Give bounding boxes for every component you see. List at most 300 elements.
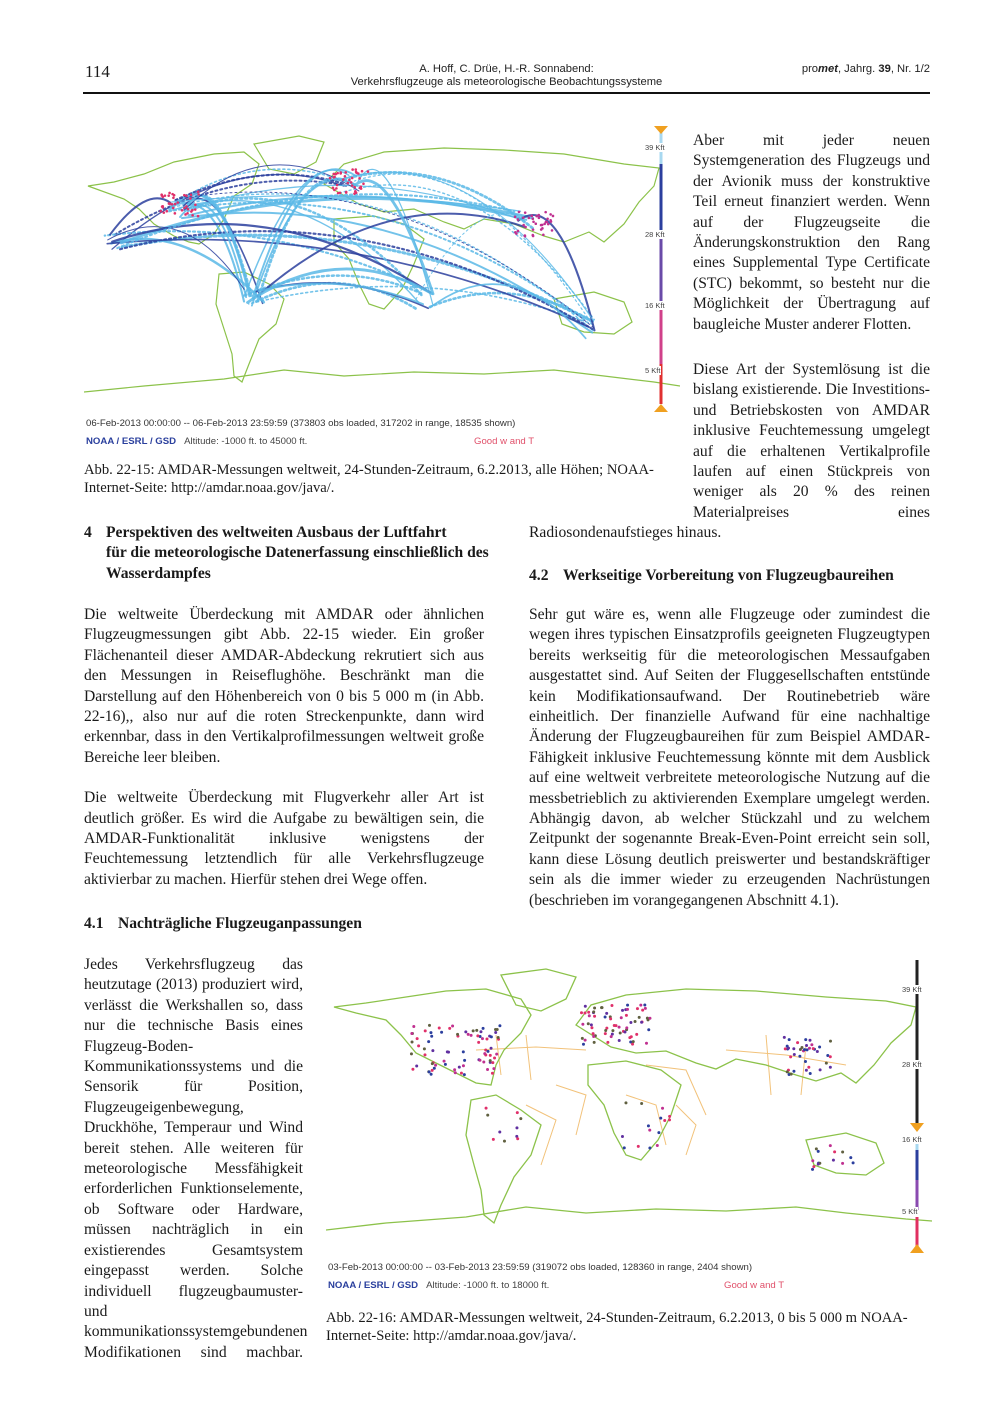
observation-cluster-point bbox=[351, 168, 354, 171]
legend-label-39kft: 39 Kft bbox=[645, 143, 665, 152]
observation-point bbox=[804, 1038, 807, 1041]
observation-point bbox=[478, 1059, 481, 1062]
observation-cluster-point bbox=[183, 207, 186, 210]
observation-cluster-point bbox=[532, 228, 535, 231]
observation-point bbox=[498, 1131, 501, 1134]
observation-point bbox=[809, 1039, 812, 1042]
observation-cluster-point bbox=[543, 223, 546, 226]
observation-point bbox=[433, 1067, 436, 1070]
observation-point bbox=[832, 1159, 835, 1162]
observation-point bbox=[809, 1072, 812, 1075]
figure-altitude-range: Altitude: -1000 ft. to 45000 ft. bbox=[184, 436, 308, 447]
observation-point bbox=[486, 1068, 489, 1071]
observation-point bbox=[590, 1026, 593, 1029]
observation-cluster-point bbox=[176, 201, 179, 204]
section-4-heading bbox=[84, 523, 494, 584]
observation-point bbox=[609, 1017, 612, 1020]
observation-point bbox=[410, 1052, 413, 1055]
observation-point bbox=[467, 1033, 470, 1036]
observation-point bbox=[494, 1031, 497, 1034]
observation-cluster-point bbox=[168, 192, 171, 195]
figure-quality-label: Good w and T bbox=[474, 436, 535, 447]
observation-point bbox=[498, 1024, 501, 1027]
observation-point bbox=[600, 1006, 603, 1009]
observation-point bbox=[496, 1028, 499, 1031]
observation-cluster-point bbox=[546, 218, 549, 221]
observation-point bbox=[805, 1044, 808, 1047]
observation-point bbox=[481, 1037, 484, 1040]
observation-point bbox=[636, 1007, 639, 1010]
authors: A. Hoff, C. Drüe, H.-R. Sonnabend: bbox=[419, 63, 594, 75]
figure-amdar-low-altitudes bbox=[326, 955, 932, 1305]
observation-point bbox=[463, 1059, 466, 1062]
observation-point bbox=[815, 1147, 818, 1150]
observation-cluster-point bbox=[181, 209, 184, 212]
observation-point bbox=[790, 1073, 793, 1076]
observation-point bbox=[462, 1050, 465, 1053]
observation-point bbox=[618, 1039, 621, 1042]
observation-point bbox=[593, 1006, 596, 1009]
observation-point bbox=[519, 1117, 522, 1120]
observation-cluster-point bbox=[174, 203, 177, 206]
observation-point bbox=[584, 1012, 587, 1015]
observation-point bbox=[431, 1062, 434, 1065]
figure-org: NOAA / ESRL / GSD bbox=[86, 436, 177, 447]
observation-point bbox=[659, 1117, 662, 1120]
observation-point bbox=[798, 1055, 801, 1058]
observation-point bbox=[492, 1067, 495, 1070]
observation-cluster-point bbox=[350, 181, 353, 184]
observation-cluster-point bbox=[172, 196, 175, 199]
observation-point bbox=[411, 1041, 414, 1044]
page-number: 114 bbox=[85, 62, 110, 81]
observation-point bbox=[647, 1124, 650, 1127]
observation-cluster-point bbox=[355, 191, 358, 194]
figure-info-line: 06-Feb-2013 00:00:00 -- 06-Feb-2013 23:59:59 (373803 obs loaded, 317202 in range, 18535 shown) bbox=[86, 418, 516, 429]
observation-point bbox=[584, 1039, 587, 1042]
observation-cluster-point bbox=[517, 230, 520, 233]
observation-cluster-point bbox=[534, 222, 537, 225]
observation-point bbox=[451, 1024, 454, 1027]
observation-point bbox=[811, 1159, 814, 1162]
section-4-2-body bbox=[529, 605, 930, 911]
south-america-coast bbox=[466, 1095, 541, 1223]
observation-point bbox=[808, 1047, 811, 1050]
observation-point bbox=[829, 1055, 832, 1058]
observation-point bbox=[582, 1043, 585, 1046]
world-map-outline bbox=[326, 969, 932, 1230]
legend-top-marker-icon bbox=[910, 1123, 924, 1132]
observation-point bbox=[787, 1047, 790, 1050]
observation-cluster-point bbox=[197, 190, 200, 193]
figure-source-line bbox=[328, 1280, 549, 1291]
observation-point bbox=[428, 1070, 431, 1073]
observation-point bbox=[640, 1102, 643, 1105]
observation-cluster-point bbox=[159, 210, 162, 213]
observation-point bbox=[625, 1026, 628, 1029]
antarctica-coast bbox=[84, 370, 680, 392]
paragraph: Aber mit jeder neuen Systemgeneration des Flugzeugs und der Avionik muss der konstruktive Teil erneut finanziert werden. Wenn auf der Flugzeugseite die Änderungskonstruktion den Rang eines Supplemental Type Certificate (STC) bekommt, so besteht nur die Möglichkeit der Übertragung auf baugleiche Muster anderer Flotten. bbox=[693, 132, 930, 333]
observation-cluster-point bbox=[342, 178, 345, 181]
observation-point bbox=[788, 1038, 791, 1041]
observation-cluster-point bbox=[184, 213, 187, 216]
australia-coast bbox=[806, 1133, 884, 1175]
paragraph: Die weltweite Überdeckung mit Flugverkehr aller Art ist deutlich größer. Es wird die Aufgabe zu bewältigen sein, die AMDAR-Funktionalität inklusive wenigstens der Feuchtemessung letztendlich für alle Verkehrsflugzeuge aktivierbar zu machen. Hierfür stehen drei Wege offen. bbox=[84, 789, 484, 888]
observation-cluster-point bbox=[524, 211, 527, 214]
observation-point bbox=[805, 1069, 808, 1072]
observation-point bbox=[476, 1034, 479, 1037]
observation-point bbox=[621, 1135, 624, 1138]
legend-label-16kft: 16 Kft bbox=[902, 1135, 922, 1144]
legend-label-28kft: 28 Kft bbox=[902, 1060, 922, 1069]
observation-cluster-point bbox=[532, 220, 535, 223]
observation-point bbox=[644, 1007, 647, 1010]
observation-cluster-point bbox=[183, 194, 186, 197]
observation-point bbox=[796, 1041, 799, 1044]
observation-point bbox=[491, 1061, 494, 1064]
eurasia-coast bbox=[576, 989, 916, 1083]
observation-cluster-point bbox=[189, 197, 192, 200]
observation-point bbox=[593, 1015, 596, 1018]
journal-issue: , Nr. 1/2 bbox=[890, 63, 930, 75]
observation-point bbox=[580, 1011, 583, 1014]
journal-brand: met bbox=[818, 63, 838, 75]
legend-bottom-marker-icon bbox=[654, 404, 668, 412]
greenland-coast bbox=[501, 969, 576, 1011]
observation-point bbox=[464, 1030, 467, 1033]
observation-point bbox=[606, 1041, 609, 1044]
observation-point bbox=[812, 1165, 815, 1168]
observation-cluster-point bbox=[333, 189, 336, 192]
journal-volume: 39 bbox=[878, 63, 891, 75]
observation-cluster-point bbox=[194, 203, 197, 206]
observation-point bbox=[604, 1032, 607, 1035]
observation-point bbox=[641, 1009, 644, 1012]
observation-point bbox=[816, 1050, 819, 1053]
observation-point bbox=[584, 1005, 587, 1008]
legend-label-16kft: 16 Kft bbox=[645, 301, 665, 310]
observation-point bbox=[657, 1131, 660, 1134]
observation-cluster-point bbox=[347, 182, 350, 185]
observation-point bbox=[492, 1138, 495, 1141]
observation-point bbox=[792, 1047, 795, 1050]
observation-point bbox=[587, 1011, 590, 1014]
observation-point bbox=[423, 1053, 426, 1056]
observation-cluster-point bbox=[353, 186, 356, 189]
observation-point bbox=[475, 1029, 478, 1032]
section-4-body bbox=[84, 605, 484, 890]
paragraph: Diese Art der Systemlösung ist die bislang existierende. Die Investitions- und Betriebskosten von AMDAR inklusive Feuchtemessung umgelegt auf die erhaltenen Vertikalprofile laufen auf einen Stückpreis von weniger als 20 % des reinen Materialpreises eines bbox=[693, 361, 930, 521]
journal-prefix: pro bbox=[801, 63, 819, 75]
article-title: Verkehrsflugzeuge als meteorologische Beobachtungssysteme bbox=[350, 76, 663, 88]
figure-amdar-all-altitudes bbox=[84, 124, 680, 454]
observation-cluster-point bbox=[361, 170, 364, 173]
observation-point bbox=[489, 1054, 492, 1057]
observation-cluster-point bbox=[552, 215, 555, 218]
observation-point bbox=[485, 1037, 488, 1040]
greenland-coast bbox=[254, 136, 324, 174]
observation-cluster-point bbox=[515, 232, 518, 235]
observation-point bbox=[648, 1129, 651, 1132]
observation-point bbox=[614, 1024, 617, 1027]
observation-point bbox=[623, 1146, 626, 1149]
observation-point bbox=[593, 1041, 596, 1044]
observation-point bbox=[829, 1144, 832, 1147]
observation-point bbox=[482, 1027, 485, 1030]
observation-point bbox=[640, 1021, 643, 1024]
observation-point bbox=[411, 1068, 414, 1071]
figure-info-line: 03-Feb-2013 00:00:00 -- 03-Feb-2013 23:59:59 (319072 obs loaded, 128360 in range, 2404 shown) bbox=[328, 1262, 753, 1273]
observation-point bbox=[440, 1031, 443, 1034]
paragraph: Sehr gut wäre es, wenn alle Flugzeuge oder zumindest die wegen ihres typischen Einsatzprofils geeigneten Flugzeugtypen bereits werkseitig für die meteorologischen Messaufgaben ausgestattet sind. Auf Seiten der Fluggesellschaften entstünde kein Modifikationsaufwand. Der Routinebetrieb wäre einheitlich. Der finanzielle Aufwand für eine nachhaltige Änderung der Flugzeugbaureihen für zum Beispiel AMDAR-Fähigkeit inklusive Feuchtemessung könnte mit dem Ausblick auf eine weltweit verbreitete meteorologische Nutzung auf die messbetrieblich zu aktivierenden Exemplare umgelegt werden. Abhängig davon, ab welcher Stückzahl und zu welchem Zeitpunkt der sogenannte Break-Even-Point erreicht sein soll, kann diese Lösung deutlich preiswerter und bestandskräftiger sein als die immer wieder zu erzeugenden Nachrüstungen (beschrieben im vorangegangenen Abschnitt 4.1). bbox=[529, 606, 930, 909]
observation-point bbox=[849, 1156, 852, 1159]
observation-cluster-point bbox=[532, 235, 535, 238]
observation-point bbox=[581, 1037, 584, 1040]
observation-point bbox=[430, 1073, 433, 1076]
observation-point bbox=[423, 1047, 426, 1050]
observation-cluster-point bbox=[333, 176, 336, 179]
observation-point bbox=[648, 1017, 651, 1020]
observation-cluster-point bbox=[194, 208, 197, 211]
observation-point bbox=[810, 1043, 813, 1046]
observation-cluster-point bbox=[522, 224, 525, 227]
paragraph-end: Radiosondenaufstieges hinaus. bbox=[529, 524, 722, 541]
observation-point bbox=[825, 1062, 828, 1065]
observation-point bbox=[817, 1163, 820, 1166]
observation-cluster-point bbox=[537, 214, 540, 217]
observation-point bbox=[416, 1037, 419, 1040]
figure-quality-label: Good w and T bbox=[724, 1280, 785, 1291]
section-title: Nachträgliche Flugzeuganpassungen bbox=[118, 915, 362, 932]
legend-label-5kft: 5 Kft bbox=[645, 366, 661, 375]
observation-cluster-point bbox=[345, 191, 348, 194]
observation-point bbox=[592, 1032, 595, 1035]
observation-point bbox=[628, 1036, 631, 1039]
observation-cluster-point bbox=[332, 186, 335, 189]
observation-point bbox=[581, 1023, 584, 1026]
observation-point bbox=[819, 1068, 822, 1071]
observation-point bbox=[668, 1115, 671, 1118]
observation-cluster-point bbox=[171, 203, 174, 206]
observation-point bbox=[610, 1035, 613, 1038]
observation-point bbox=[829, 1040, 832, 1043]
paragraph: Jedes Verkehrsflugzeug das heutzutage (2013) produziert wird, verlässt die Werkshallen so, dass nur die technische Basis eines Flugzeug-Boden-Kommunikationssystems und die Sensorik für Position, Flugzeugeigenbewegung, Druckhöhe, Temperaur und Wind bereit stehen. Alle weiteren für meteorologische Messfähigkeit erforderlichen Funktionselemente, ob Software oder Hardware, müssen nachträglich in ein existierendes Gesamtsystem eingepasst werden. Solche individuell flugzeugbaumuster- und kommunikationssystemgebundenen Modifikationen sind machbar. bbox=[84, 956, 308, 1361]
journal-reference bbox=[802, 63, 930, 75]
section-number: 4.2 bbox=[529, 567, 549, 584]
observation-point bbox=[784, 1047, 787, 1050]
observation-point bbox=[458, 1066, 461, 1069]
observation-point bbox=[604, 1029, 607, 1032]
observation-cluster-point bbox=[335, 187, 338, 190]
observation-point bbox=[428, 1024, 431, 1027]
observation-point bbox=[605, 1012, 608, 1015]
legend-top-marker-icon bbox=[654, 126, 668, 134]
observation-cluster-point bbox=[174, 212, 177, 215]
observation-cluster-point bbox=[351, 177, 354, 180]
observation-point bbox=[619, 1031, 622, 1034]
observation-point bbox=[431, 1069, 434, 1072]
observation-cluster-point bbox=[162, 211, 165, 214]
observation-point bbox=[610, 1004, 613, 1007]
observation-point bbox=[463, 1073, 466, 1076]
flight-tracks bbox=[105, 165, 595, 338]
observation-point bbox=[516, 1137, 519, 1140]
observation-point bbox=[444, 1063, 447, 1066]
observation-point bbox=[427, 1040, 430, 1043]
observation-point bbox=[424, 1029, 427, 1032]
observation-point bbox=[806, 1048, 809, 1051]
observation-point bbox=[647, 1028, 650, 1031]
observation-cluster-point bbox=[354, 168, 357, 171]
paragraph-continuation bbox=[529, 523, 929, 543]
observation-point bbox=[495, 1053, 498, 1056]
observation-cluster-point bbox=[530, 215, 533, 218]
observation-point bbox=[462, 1064, 465, 1067]
observation-point bbox=[624, 1101, 627, 1104]
observation-cluster-point bbox=[351, 184, 354, 187]
observation-point bbox=[431, 1049, 434, 1052]
observation-cluster-point bbox=[355, 172, 358, 175]
section-4-1-body bbox=[84, 955, 308, 1363]
journal-rest: , Jahrg. bbox=[837, 63, 879, 75]
section-title-rest: für die meteorologische Datenerfassung einschließlich des Wasserdampfes bbox=[106, 544, 489, 582]
observation-point bbox=[497, 1036, 500, 1039]
section-4-1-heading bbox=[84, 914, 494, 934]
observation-cluster-point bbox=[339, 191, 342, 194]
observation-cluster-point bbox=[329, 177, 332, 180]
observation-cluster-point bbox=[190, 210, 193, 213]
observation-cluster-point bbox=[551, 229, 554, 232]
observation-point bbox=[663, 1119, 666, 1122]
observation-point bbox=[638, 1016, 641, 1019]
observation-point bbox=[818, 1046, 821, 1049]
observation-point bbox=[643, 1004, 646, 1007]
observation-cluster-point bbox=[544, 211, 547, 214]
observation-point bbox=[618, 1026, 621, 1029]
observation-point bbox=[482, 1060, 485, 1063]
figure-org: NOAA / ESRL / GSD bbox=[328, 1280, 419, 1291]
country-borders bbox=[476, 1035, 846, 1165]
paragraph: Die weltweite Überdeckung mit AMDAR oder ähnlichen Flugzeugmessungen gibt Abb. 22-15 wieder. Ein großer Flächenanteil dieser AMDAR-Abdeckung rekrutiert sich aus den Messungen in Reiseflughöhe. Beschränkt man die Darstellung auf den Höhenbereich von 0 bis 5 000 m (in Abb. 22-16),, also nur auf die roten Streckenpunkte, dann wird erkennbar, dass in den Vertikalprofilmessungen weltweit große Bereiche leer bleiben. bbox=[84, 606, 484, 766]
observation-point bbox=[417, 1044, 420, 1047]
observation-point bbox=[661, 1107, 664, 1110]
observation-point bbox=[438, 1027, 441, 1030]
observation-cluster-point bbox=[344, 171, 347, 174]
observation-cluster-point bbox=[540, 224, 543, 227]
observation-point bbox=[412, 1025, 415, 1028]
observation-cluster-point bbox=[171, 193, 174, 196]
observation-point bbox=[626, 1004, 629, 1007]
legend-label-5kft: 5 Kft bbox=[902, 1207, 918, 1216]
observation-point bbox=[430, 1035, 433, 1038]
observation-cluster-point bbox=[546, 221, 549, 224]
observation-point bbox=[587, 1022, 590, 1025]
observation-point bbox=[625, 1014, 628, 1017]
observation-point bbox=[516, 1111, 519, 1114]
legend-label-39kft: 39 Kft bbox=[902, 985, 922, 994]
observation-point bbox=[804, 1060, 807, 1063]
observation-cluster-point bbox=[162, 206, 165, 209]
observation-point bbox=[485, 1107, 488, 1110]
observation-cluster-point bbox=[334, 173, 337, 176]
observation-point bbox=[415, 1065, 418, 1068]
section-number: 4.1 bbox=[84, 915, 104, 932]
observation-cluster-point bbox=[538, 217, 541, 220]
observation-point bbox=[486, 1114, 489, 1117]
figure-source-line bbox=[86, 436, 307, 447]
observation-cluster-point bbox=[190, 194, 193, 197]
africa-coast bbox=[588, 1061, 681, 1160]
observation-point bbox=[807, 1066, 810, 1069]
observation-point bbox=[634, 1020, 637, 1023]
observation-point bbox=[454, 1071, 457, 1074]
observation-point bbox=[515, 1126, 518, 1129]
observation-point bbox=[472, 1029, 475, 1032]
observation-cluster-point bbox=[542, 233, 545, 236]
observation-point bbox=[490, 1035, 493, 1038]
observation-point bbox=[493, 1056, 496, 1059]
observation-cluster-point bbox=[528, 217, 531, 220]
observation-cluster-point bbox=[197, 215, 200, 218]
section-title: Werkseitige Vorbereitung von Flugzeugbaureihen bbox=[563, 567, 894, 584]
observation-cluster-point bbox=[162, 196, 165, 199]
observation-point bbox=[656, 1144, 659, 1147]
observation-cluster-point bbox=[160, 193, 163, 196]
observation-cluster-point bbox=[524, 226, 527, 229]
observation-cluster-point bbox=[336, 184, 339, 187]
observation-point bbox=[852, 1161, 855, 1164]
observation-cluster-point bbox=[367, 170, 370, 173]
observation-point bbox=[483, 1052, 486, 1055]
observation-point bbox=[639, 1004, 642, 1007]
observation-point bbox=[434, 1064, 437, 1067]
observation-point bbox=[590, 1023, 593, 1026]
observation-point bbox=[470, 1034, 473, 1037]
observation-point bbox=[635, 1033, 638, 1036]
observation-point bbox=[637, 1145, 640, 1148]
observation-point bbox=[621, 1009, 624, 1012]
observation-cluster-point bbox=[524, 235, 527, 238]
observation-point bbox=[668, 1118, 671, 1121]
observation-point bbox=[817, 1150, 820, 1153]
observation-point bbox=[446, 1050, 449, 1053]
observation-cluster-point bbox=[348, 179, 351, 182]
right-column-top bbox=[693, 131, 930, 335]
observation-point bbox=[429, 1031, 432, 1034]
observation-point bbox=[632, 1040, 635, 1043]
observation-point bbox=[829, 1066, 832, 1069]
observation-point bbox=[410, 1032, 413, 1035]
figure-2-caption: Abb. 22-16: AMDAR-Messungen weltweit, 24-Stunden-Zeitraum, 6.2.2013, 0 bis 5 000 m NOAA-Internet-Seite: http://amdar.noaa.gov/java/. bbox=[326, 1310, 908, 1344]
coastlines bbox=[326, 969, 932, 1230]
observation-cluster-point bbox=[187, 208, 190, 211]
observation-point bbox=[489, 1059, 492, 1062]
observation-point bbox=[811, 1168, 814, 1171]
observation-cluster-point bbox=[165, 210, 168, 213]
observation-point bbox=[623, 1030, 626, 1033]
observation-cluster-point bbox=[168, 202, 171, 205]
observation-point bbox=[611, 1029, 614, 1032]
observation-point bbox=[841, 1162, 844, 1165]
observation-cluster-point bbox=[549, 213, 552, 216]
figure-altitude-range: Altitude: -1000 ft. to 18000 ft. bbox=[426, 1280, 550, 1291]
observation-point bbox=[620, 1016, 623, 1019]
observation-point bbox=[588, 1014, 591, 1017]
observation-point bbox=[783, 1036, 786, 1039]
legend-label-28kft: 28 Kft bbox=[645, 230, 665, 239]
observation-point bbox=[648, 1146, 651, 1149]
world-map-observations bbox=[326, 955, 932, 1255]
